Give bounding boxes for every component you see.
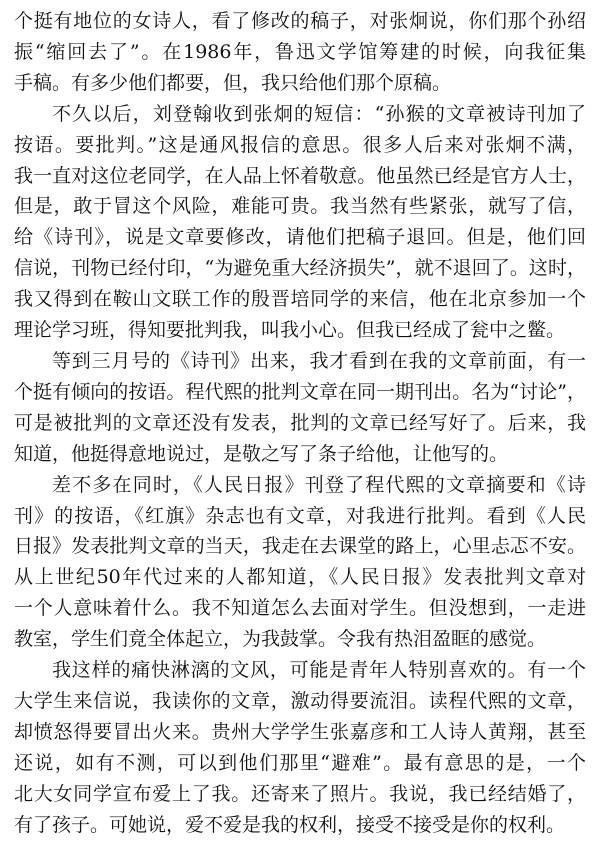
text-line: 可是被批判的文章还没有发表，批判的文章已经写好了。后来，我 [14,411,586,434]
text-line: 我一直对这位老同学，在人品上怀着敬意。他虽然已经是官方人士， [14,164,586,187]
text-line: 日报》发表批判文章的当天，我走在去课堂的路上，心里忐忑不安。 [14,535,586,558]
paragraph [14,6,586,99]
text-line: 有了孩子。可她说，爱不爱是我的权利，接受不接受是你的权利。 [14,813,566,836]
text-line: 刊》的按语，《红旗》杂志也有文章，对我进行批判。看到《人民 [14,504,586,527]
text-line: 还说，如有不测，可以到他们那里“避难”。最有意思的是，一个 [14,751,586,774]
text-line: 一个人意味着什么。我不知道怎么去面对学生。但没想到，一走进 [14,597,586,620]
text-line: 知道，他挺得意地说过，是敬之写了条子给他，让他写的。 [14,442,509,465]
text-line: 不久以后，刘登翰收到张炯的短信：“孙猴的文章被诗刊加了 [52,102,586,125]
text-line: 北大女同学宣布爱上了我。还寄来了照片。我说，我已经结婚了， [14,782,586,805]
book-page-text [14,6,586,840]
text-line: 从上世纪50年代过来的人都知道，《人民日报》发表批判文章对 [14,566,586,589]
text-line: 个挺有地位的女诗人，看了修改的稿子，对张炯说，你们那个孙绍 [14,10,586,32]
paragraph [14,346,586,470]
text-line: 信说，刊物已经付印，“为避免重大经济损失”，就不退回了。这时， [14,257,586,280]
paragraph [14,99,586,346]
text-line: 差不多在同时，《人民日报》刊登了程代熙的文章摘要和《诗 [52,473,586,496]
text-line: 却愤怒得要冒出火来。贵州大学学生张嘉彦和工人诗人黄翔，甚至 [14,720,586,743]
text-line: 个挺有倾向的按语。程代熙的批判文章在同一期刊出。名为“讨论”， [14,380,586,403]
text-line: 我又得到在鞍山文联工作的殷晋培同学的来信，他在北京参加一个 [14,288,586,311]
paragraph [14,655,586,840]
text-line: 我这样的痛快淋漓的文风，可能是青年人特别喜欢的。有一个 [52,659,586,682]
text-line: 理论学习班，得知要批判我，叫我小心。但我已经成了瓮中之鳖。 [14,319,566,342]
text-line: 大学生来信说，我读你的文章，激动得要流泪。读程代熙的文章， [14,689,586,712]
text-line: 振“缩回去了”。在1986年，鲁迅文学馆筹建的时候，向我征集 [14,40,586,63]
text-line: 但是，敢于冒这个风险，难能可贵。我当然有些紧张，就写了信， [14,195,586,218]
text-line: 等到三月号的《诗刊》出来，我才看到在我的文章前面，有一 [52,349,586,372]
text-line: 教室，学生们竟全体起立，为我鼓掌。令我有热泪盈眶的感觉。 [14,628,547,651]
text-line: 手稿。有多少他们都要，但，我只给他们那个原稿。 [14,71,452,94]
text-line: 给《诗刊》，说是文章要修改，请他们把稿子退回。但是，他们回 [14,226,586,249]
text-line: 按语。要批判。”这是通风报信的意思。很多人后来对张炯不满， [14,133,586,156]
paragraph [14,470,586,655]
